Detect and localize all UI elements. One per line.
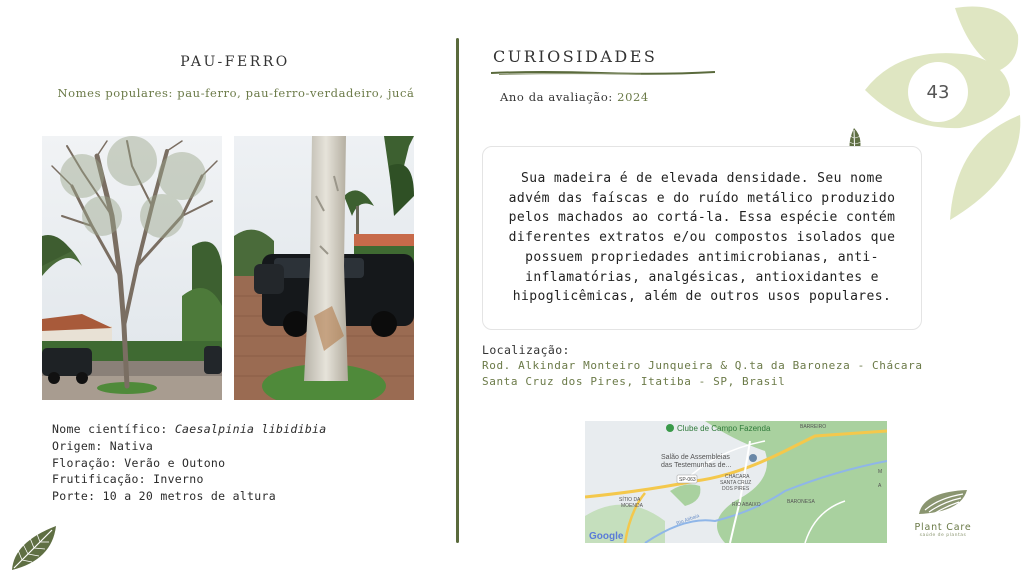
trunk-photo <box>234 136 414 400</box>
map-label-baronesa: BARONESA <box>787 499 815 505</box>
map-pin-icon <box>666 424 674 432</box>
map-label-edge: M <box>878 469 883 475</box>
vertical-divider <box>456 38 459 543</box>
curiosities-text: Sua madeira é de elevada densidade. Seu nome advém das faíscas e do ruído metálico produzido pelos machados ao cortá-la. Essa espécie contém diferentes extratos e/ou compostos isolados que possuem propriedades antimicrobianas, anti-inflamatórias, analgésicas, antioxidantes e hipoglicêmicas, além de outros usos populares. <box>508 170 896 305</box>
map-label-sitio-2: MOENDA <box>621 503 643 509</box>
size-row: Porte: 10 a 20 metros de altura <box>52 489 276 504</box>
leaf-icon <box>8 520 60 572</box>
map-google-logo: Google <box>589 531 624 542</box>
tree-photo <box>42 136 222 400</box>
scientific-name-label: Nome científico: <box>52 422 168 436</box>
map-label-chacara-3: DOS PIRES <box>722 486 750 492</box>
plant-title: PAU-FERRO <box>180 54 290 70</box>
map-label-sitio-1: SÍTIO DA <box>619 497 641 503</box>
popular-names-value: pau-ferro, pau-ferro-verdadeiro, jucá <box>177 86 415 100</box>
evaluation-year <box>500 90 649 104</box>
curiosities-box <box>482 146 922 330</box>
map-label-chacara-1: CHÁCARA <box>725 474 750 480</box>
map-label-rio-abaixo: RIO ABAIXO <box>732 502 761 508</box>
location-map[interactable] <box>585 421 887 543</box>
map-label-chacara-2: SANTA CRUZ <box>720 480 752 486</box>
map-pin-icon <box>749 454 757 462</box>
plant-care-logo-icon <box>915 486 971 516</box>
map-label-edge2: A <box>878 483 882 489</box>
brush-underline <box>491 70 715 76</box>
year-label: Ano da avaliação: <box>500 90 613 104</box>
brand-tagline: saúde de plantas <box>919 533 967 538</box>
brand-logo <box>904 486 982 538</box>
map-label-club: Clube de Campo Fazenda <box>677 424 771 433</box>
popular-names-label: Nomes populares: <box>57 86 173 100</box>
scientific-name: Caesalpinia libidibia <box>174 422 327 436</box>
brand-name: Plant Care <box>914 522 972 533</box>
page-number: 43 <box>908 62 968 122</box>
plant-info <box>52 421 327 505</box>
origin-row: Origem: Nativa <box>52 438 154 453</box>
fruiting-row: Frutificação: Inverno <box>52 472 204 487</box>
map-label-barreiro: BARREIRO <box>800 424 827 430</box>
map-label-hall-1: Salão de Assembleias <box>661 454 730 461</box>
curiosities-title: CURIOSIDADES <box>493 47 658 66</box>
map-label-hall-2: das Testemunhas de... <box>661 462 732 469</box>
year-value: 2024 <box>617 90 649 104</box>
map-label-river: Rio Atibaia <box>675 513 701 527</box>
location-address: Rod. Alkindar Monteiro Junqueira & Q.ta da Baroneza - Chácara Santa Cruz dos Pires, Itatiba - SP, Brasil <box>482 359 923 388</box>
popular-names <box>40 86 432 100</box>
flowering-row: Floração: Verão e Outono <box>52 455 226 470</box>
scientific-name-row <box>52 421 327 438</box>
map-label-road: SP-063 <box>679 477 696 483</box>
location-label: Localização: <box>482 343 570 357</box>
